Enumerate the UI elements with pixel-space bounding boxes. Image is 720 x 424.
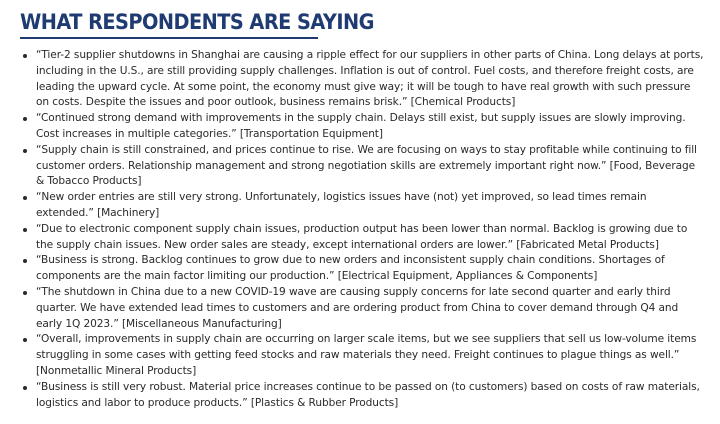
bullet-icon <box>23 54 27 58</box>
section-heading: WHAT RESPONDENTS ARE SAYING <box>20 10 374 34</box>
quote-text: “Overall, improvements in supply chain are occurring on larger scale items, but we see suppliers that sell us low-volume items struggling in some cases with getting feed stocks and raw materials they need. Freight continues to plague things as well.” [Nonmetallic Mineral Products] <box>36 333 697 377</box>
heading-underline <box>20 37 318 39</box>
quote-list <box>20 48 706 411</box>
quote-text: “New order entries are still very strong. Unfortunately, logistics issues have (not) yet improved, so lead times remain extended.” [Machinery] <box>36 191 647 219</box>
quote-text: “Supply chain is still constrained, and prices continue to rise. We are focusing on ways to stay profitable while continuing to fill customer orders. Relationship management and strong negotiation skills are extremely important right now.” [Food, Beverage & Tobacco Products] <box>36 143 697 188</box>
quote-text: “Due to electronic component supply chain issues, production output has been lower than normal. Backlog is growing due to the supply chain issues. New order sales are steady, except international orders are lower.” [Fabricated Metal Products] <box>36 222 688 251</box>
quote-item <box>20 253 706 285</box>
quote-text: “Business is still very robust. Material price increases continue to be passed on (to customers) based on costs of raw materials, logistics and labor to produce products.” [Plastics & Rubber Products] <box>36 380 700 409</box>
bullet-icon <box>23 259 27 263</box>
quote-item <box>20 111 706 143</box>
quote-item <box>20 380 706 412</box>
quote-item <box>20 190 706 222</box>
quote-text: “Continued strong demand with improvements in the supply chain. Delays still exist, but supply issues are slowly improving. Cost increases in multiple categories.” [Transportation Equipment] <box>36 112 686 140</box>
quote-item <box>20 285 706 332</box>
bullet-icon <box>23 117 27 121</box>
bullet-icon <box>23 338 27 342</box>
quote-item <box>20 222 706 254</box>
bullet-icon <box>23 291 27 295</box>
quote-item <box>20 48 706 111</box>
quote-item <box>20 332 706 379</box>
quote-item <box>20 143 706 190</box>
quote-text: “Tier-2 supplier shutdowns in Shanghai are causing a ripple effect for our suppliers in other parts of China. Long delays at ports, including in the U.S., are still providing supply challenges. Inflation is out of control. Fuel costs, and therefore freight costs, are leading the upward cycle. At some point, the economy must give way; it will be tough to have real growth with such pressure on costs. Despite the issues and poor outlook, business remains brisk.” [Chemical Products] <box>36 49 704 109</box>
quote-text: “Business is strong. Backlog continues to grow due to new orders and inconsistent supply chain conditions. Shortages of components are the main factor limiting our production.” [Electrical Equipment, Appliances & Components] <box>36 254 665 283</box>
bullet-icon <box>23 196 27 200</box>
bullet-icon <box>23 228 27 232</box>
bullet-icon <box>23 386 27 390</box>
quote-text: “The shutdown in China due to a new COVID-19 wave are causing supply concerns for late second quarter and early third quarter. We have extended lead times to customers and are ordering product from China to cover demand through Q4 and early 1Q 2023.” [Miscellaneous Manufacturing] <box>36 285 679 330</box>
bullet-icon <box>23 149 27 153</box>
